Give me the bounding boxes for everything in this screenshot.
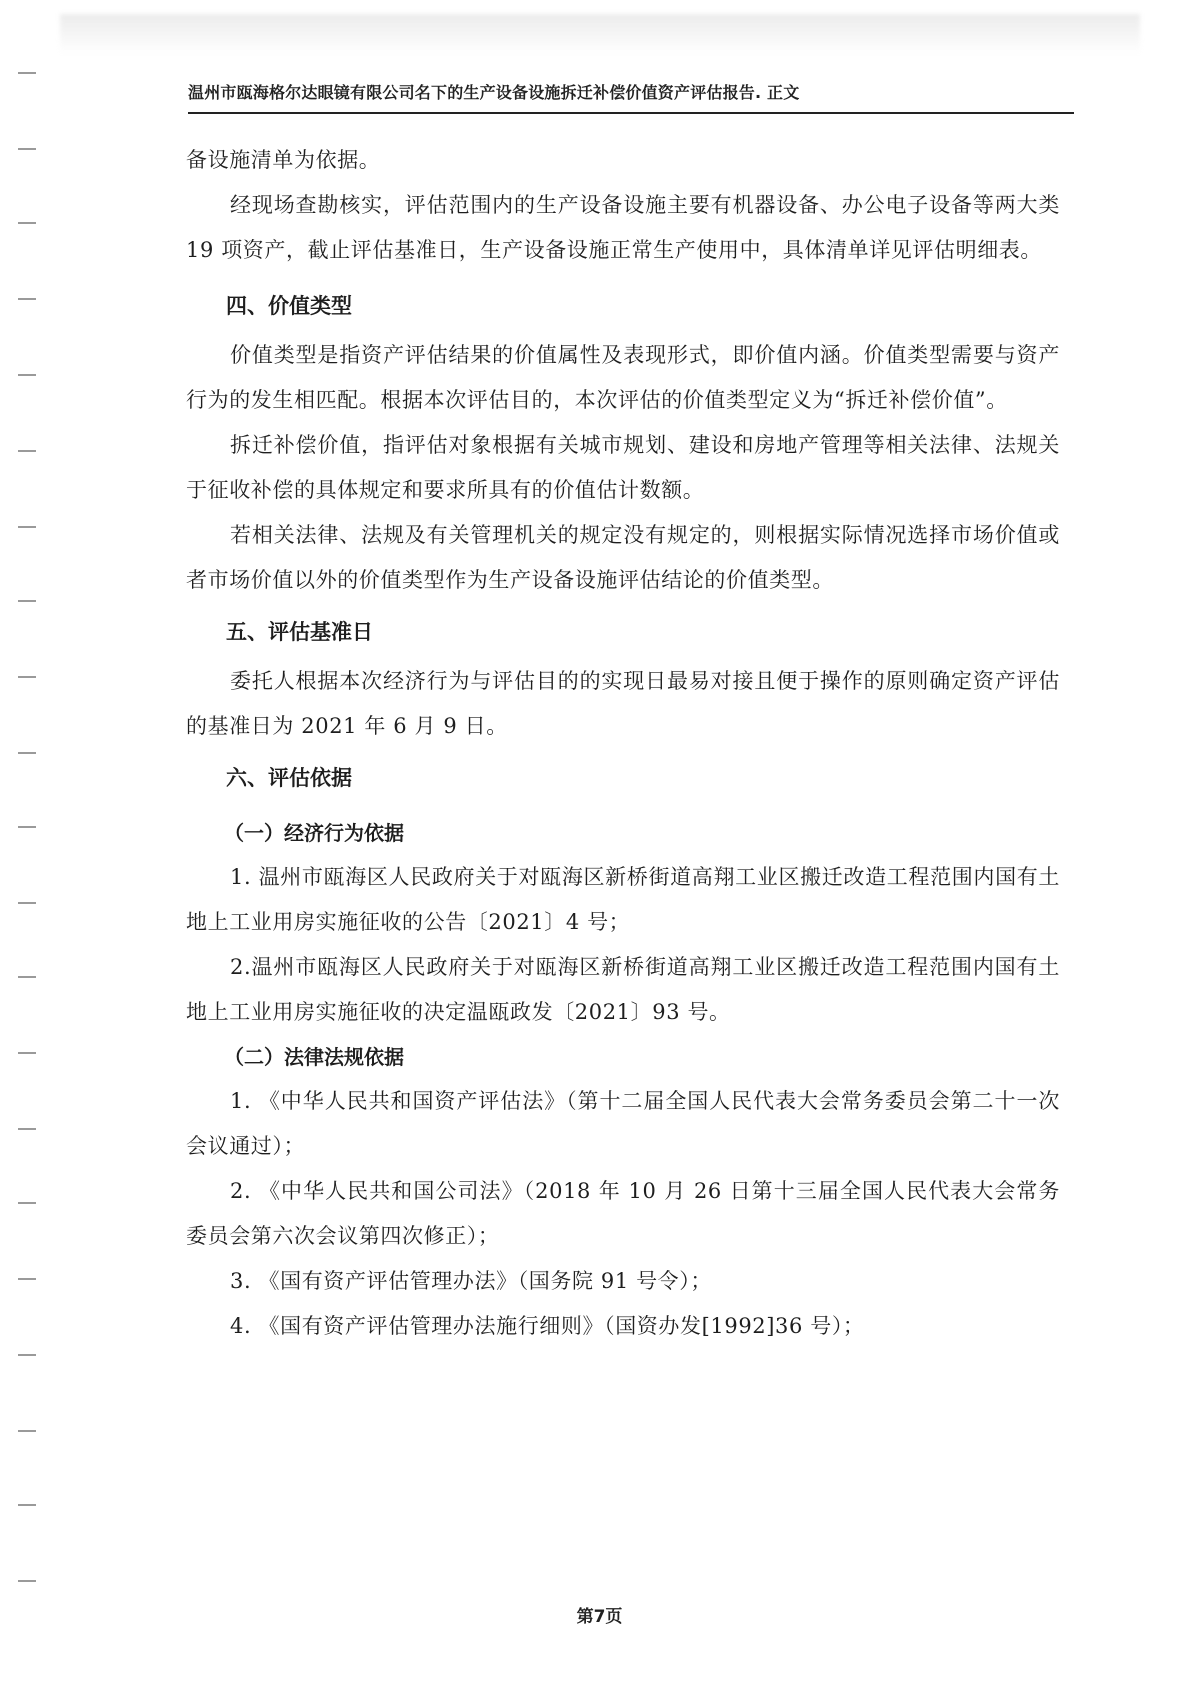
list-item-economic-2: 2.温州市瓯海区人民政府关于对瓯海区新桥街道高翔工业区搬迁改造工程范围内国有土地上工业用房实施征收的决定温瓯政发〔2021〕93 号。 — [186, 955, 1060, 1024]
scan-shadow-band — [60, 14, 1140, 54]
paragraph-valuation-date: 委托人根据本次经济行为与评估目的的实现日最易对接且便于操作的原则确定资产评估的基准日为 2021 年 6 月 9 日。 — [186, 669, 1060, 738]
paragraph-compensation-value: 拆迁补偿价值，指评估对象根据有关城市规划、建设和房地产管理等相关法律、法规关于征收补偿的具体规定和要求所具有的价值估计数额。 — [186, 433, 1060, 502]
subheading-economic-basis: （一）经济行为依据 — [224, 821, 404, 845]
list-item-law-3: 3. 《国有资产评估管理办法》（国务院 91 号令）； — [230, 1269, 712, 1293]
list-item-law-2: 2. 《中华人民共和国公司法》（2018 年 10 月 26 日第十三届全国人民代表大会常务委员会第六次会议第四次修正）； — [186, 1179, 1060, 1248]
section-heading-basis: 六、评估依据 — [226, 766, 352, 790]
section-heading-value-type: 四、价值类型 — [226, 294, 352, 318]
page-header — [188, 82, 1074, 114]
list-item-law-1: 1. 《中华人民共和国资产评估法》（第十二届全国人民代表大会常务委员会第二十一次会议通过）； — [186, 1089, 1060, 1158]
section-heading-valuation-date: 五、评估基准日 — [226, 620, 373, 644]
document-body — [186, 138, 1060, 1349]
list-item-economic-1: 1. 温州市瓯海区人民政府关于对瓯海区新桥街道高翔工业区搬迁改造工程范围内国有土地上工业用房实施征收的公告〔2021〕4 号； — [186, 865, 1060, 934]
paragraph-value-type-definition: 价值类型是指资产评估结果的价值属性及表现形式，即价值内涵。价值类型需要与资产行为的发生相匹配。根据本次评估目的，本次评估的价值类型定义为“拆迁补偿价值”。 — [186, 343, 1060, 412]
binding-hole-marks — [18, 0, 48, 1696]
header-title: 温州市瓯海格尔达眼镜有限公司名下的生产设备设施拆迁补偿价值资产评估报告. 正文 — [188, 83, 800, 102]
paragraph-market-value: 若相关法律、法规及有关管理机关的规定没有规定的，则根据实际情况选择市场价值或者市场价值以外的价值类型作为生产设备设施评估结论的价值类型。 — [186, 523, 1060, 592]
subheading-legal-basis: （二）法律法规依据 — [224, 1045, 404, 1069]
paragraph-scope: 经现场查勘核实，评估范围内的生产设备设施主要有机器设备、办公电子设备等两大类 19 项资产，截止评估基准日，生产设备设施正常生产使用中，具体清单详见评估明细表。 — [186, 193, 1060, 262]
page-number: 第7页 — [576, 1607, 623, 1627]
paragraph-continuation: 备设施清单为依据。 — [186, 148, 381, 172]
list-item-law-4: 4. 《国有资产评估管理办法施行细则》（国资办发[1992]36 号）； — [230, 1314, 865, 1338]
